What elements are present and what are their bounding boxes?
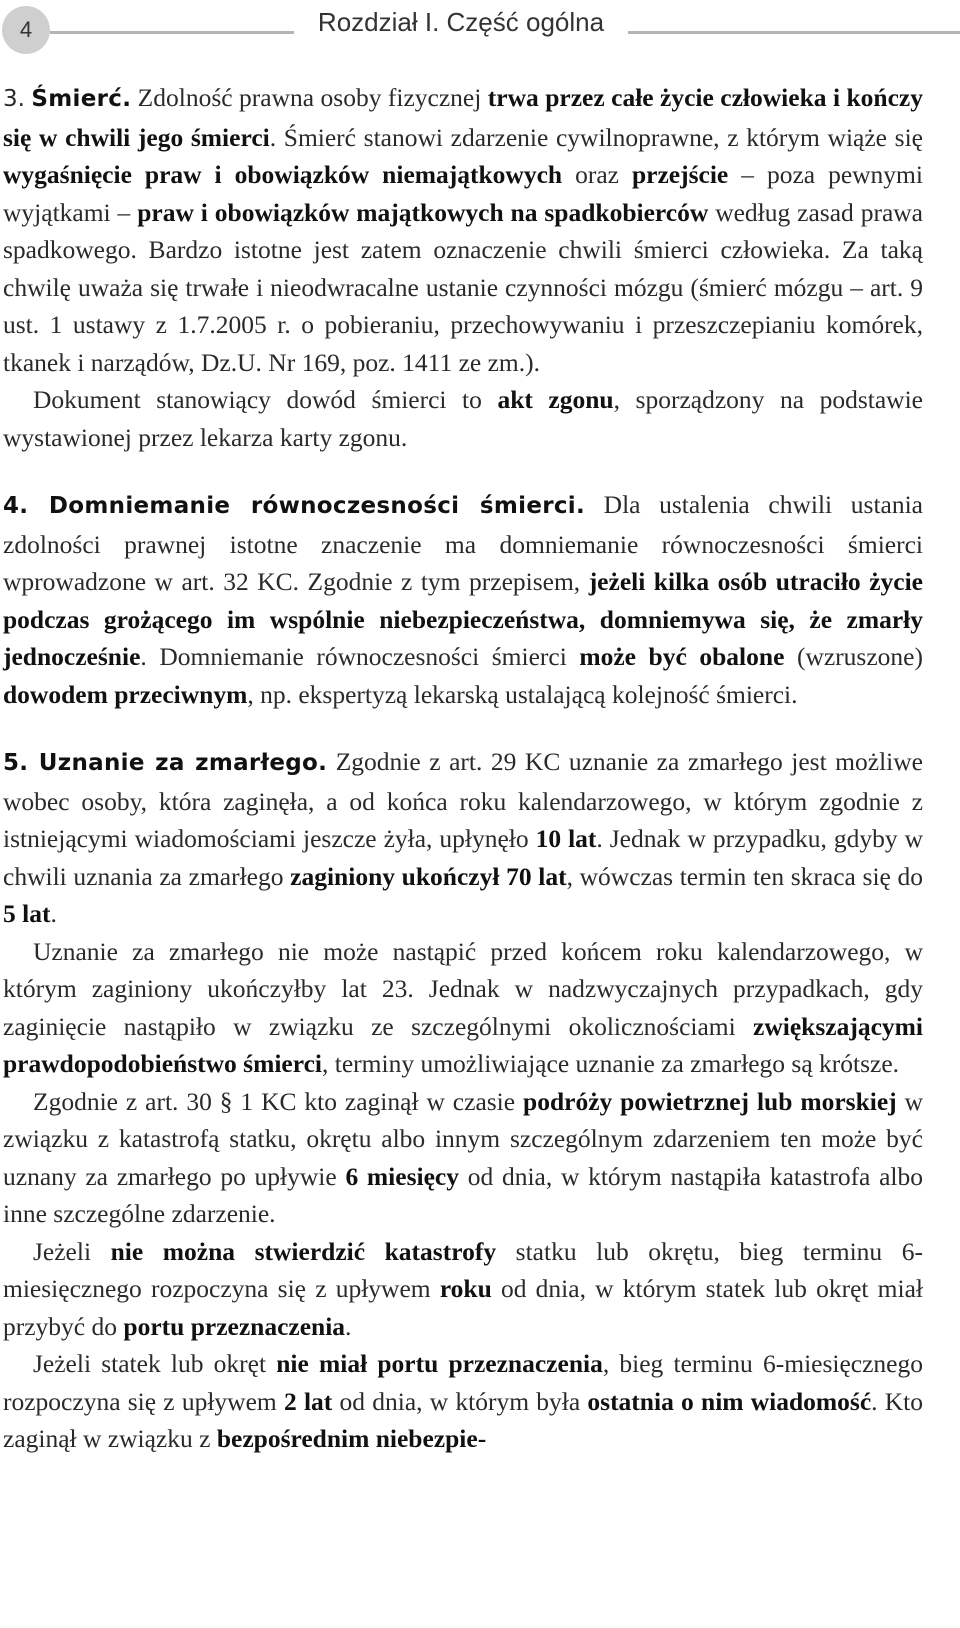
text-run: Dla ustalenia chwili ustania zdolności prawnej istotne znaczenie ma domniemanie równoczesności śmierci wprowadzone w art. 32 KC. Zgodnie z tym przepisem,: [3, 490, 923, 596]
text-run: .: [345, 1311, 352, 1341]
bold-run: jeżeli kilka osób utraciło życie podczas grożącego im wspólnie niebezpieczeństwa, domniemywa się, że zmarły jednocześnie: [3, 567, 923, 671]
paragraph-3-death: [3, 79, 923, 381]
bold-run: zaginiony ukończył 70 lat: [290, 861, 567, 891]
bold-run: nie miał portu przeznaczenia: [276, 1349, 603, 1378]
header-rule-left: [50, 31, 294, 34]
text-run: , sporządzony na podstawie wystawionej przez lekarza karty zgonu.: [3, 385, 923, 452]
text-run: Dokument stanowiący dowód śmierci to: [33, 385, 498, 414]
bold-run: portu przeznaczenia: [123, 1311, 346, 1341]
text-run: według zasad prawa spadkowego. Bardzo istotne jest zatem oznaczenie chwili śmierci człowieka. Za taką chwilę uważa się trwałe i nieodwracalne ustanie czynności mózgu (śmierć mózgu – art. 9 ust. 1 ustawy z 1.7.2005 r. o pobieraniu, przechowywaniu i przeszczepianiu komórek, tkanek i narządów, Dz.U. Nr 169, poz. 1411 ze zm.).: [3, 197, 924, 377]
text-run: , wówczas termin ten skraca się do: [566, 861, 924, 891]
paragraph-5-art-30: [3, 1083, 923, 1233]
text-run: .: [50, 899, 57, 928]
bold-run: bezpośrednim niebezpie-: [216, 1424, 487, 1453]
section-number: 3.: [3, 86, 25, 112]
paragraph-4-simultaneity: [3, 486, 923, 713]
bold-run: roku: [439, 1274, 492, 1303]
bold-run: 6 miesięcy: [345, 1161, 459, 1191]
paragraph-5-no-catastrophe: [3, 1233, 923, 1346]
bold-run: dowodem przeciwnym: [3, 679, 248, 709]
paragraph-5-special-cases: [3, 933, 923, 1083]
page-header: [0, 0, 960, 60]
paragraph-3-death-certificate: [3, 381, 923, 456]
paragraph-5-no-port: [3, 1345, 923, 1458]
bold-run: zwiększającymi prawdopodobieństwo śmierci: [3, 1011, 923, 1078]
text-run: . Jednak w przypadku, gdyby w chwili uznania za zmarłego: [3, 824, 923, 891]
bold-run: wygaśnięcie praw i obowiązków niemajątkowych: [3, 160, 563, 189]
text-run: Jeżeli: [33, 1236, 111, 1266]
page-number-badge: 4: [2, 6, 50, 54]
text-run: w związku z katastrofą statku, okrętu albo innym szczególnym zdarzeniem ten może być uznany za zmarłego po upływie: [3, 1086, 923, 1191]
text-run: . Kto zaginął w związku z: [3, 1386, 924, 1453]
text-run: – poza pewnymi wyjątkami –: [3, 160, 923, 227]
text-run: . Domniemanie równoczesności śmierci: [140, 642, 580, 671]
text-run: statku lub okrętu, bieg terminu 6-miesięcznego rozpoczyna się z upływem: [3, 1236, 923, 1303]
bold-run: 5 lat: [3, 899, 51, 928]
bold-run: 10 lat: [535, 824, 597, 853]
text-run: (wzruszone): [784, 642, 923, 671]
text-run: oraz: [562, 160, 632, 189]
paragraph-5-declaration-of-death: [3, 743, 923, 933]
bold-run: 2 lat: [283, 1386, 333, 1416]
bold-run: ostatnia o nim wiadomość: [587, 1386, 872, 1416]
bold-run: akt zgonu: [497, 385, 614, 414]
bold-run: może być obalone: [579, 642, 785, 671]
header-rule-right: [628, 31, 960, 34]
text-run: Uznanie za zmarłego nie może nastąpić przed końcem roku kalendarzowego, w którym zaginiony ukończyłby lat 23. Jednak w nadzwyczajnych przypadkach, gdy zaginięcie nastąpiło w związku ze szczególnymi okolicznościami: [3, 936, 923, 1041]
text-run: , terminy umożliwiające uznanie za zmarłego są krótsze.: [322, 1049, 900, 1078]
text-run: Zdolność prawna osoby fizycznej: [131, 83, 488, 112]
section-heading: Śmierć.: [31, 86, 132, 112]
section-heading: 4. Domniemanie równoczesności śmierci.: [3, 493, 586, 519]
text-run: . Śmierć stanowi zdarzenie cywilnoprawne, z którym wiąże się: [269, 122, 923, 152]
text-run: od dnia, w którym statek lub okręt miał przybyć do: [3, 1274, 923, 1341]
bold-run: podróży powietrznej lub morskiej: [523, 1086, 897, 1116]
text-run: Zgodnie z art. 30 § 1 KC kto zaginął w czasie: [33, 1086, 524, 1116]
bold-run: nie można stwierdzić katastrofy: [110, 1236, 497, 1266]
section-heading: 5. Uznanie za zmarłego.: [3, 750, 328, 776]
bold-run: trwa przez całe życie człowieka i kończy się w chwili jego śmierci: [3, 83, 923, 152]
text-run: od dnia, w którym była: [332, 1386, 588, 1416]
text-run: od dnia, w którym nastąpiła katastrofa albo inne szczególne zdarzenie.: [3, 1161, 924, 1228]
text-run: Jeżeli statek lub okręt: [33, 1349, 277, 1378]
text-run: Zgodnie z art. 29 KC uznanie za zmarłego jest możliwe wobec osoby, która zaginęła, a od końca roku kalendarzowego, w którym zgodnie z istniejącymi wiadomościami jeszcze żyła, upłynęło: [3, 747, 923, 853]
text-run: , np. ekspertyzą lekarską ustalającą kolejność śmierci.: [247, 679, 798, 709]
bold-run: praw i obowiązków majątkowych na spadkobierców: [137, 197, 709, 227]
chapter-title: Rozdział I. Część ogólna: [317, 7, 605, 37]
page-body: [3, 79, 923, 1458]
bold-run: przejście: [631, 160, 729, 189]
text-run: , bieg terminu 6-miesięcznego rozpoczyna się z upływem: [3, 1349, 923, 1416]
